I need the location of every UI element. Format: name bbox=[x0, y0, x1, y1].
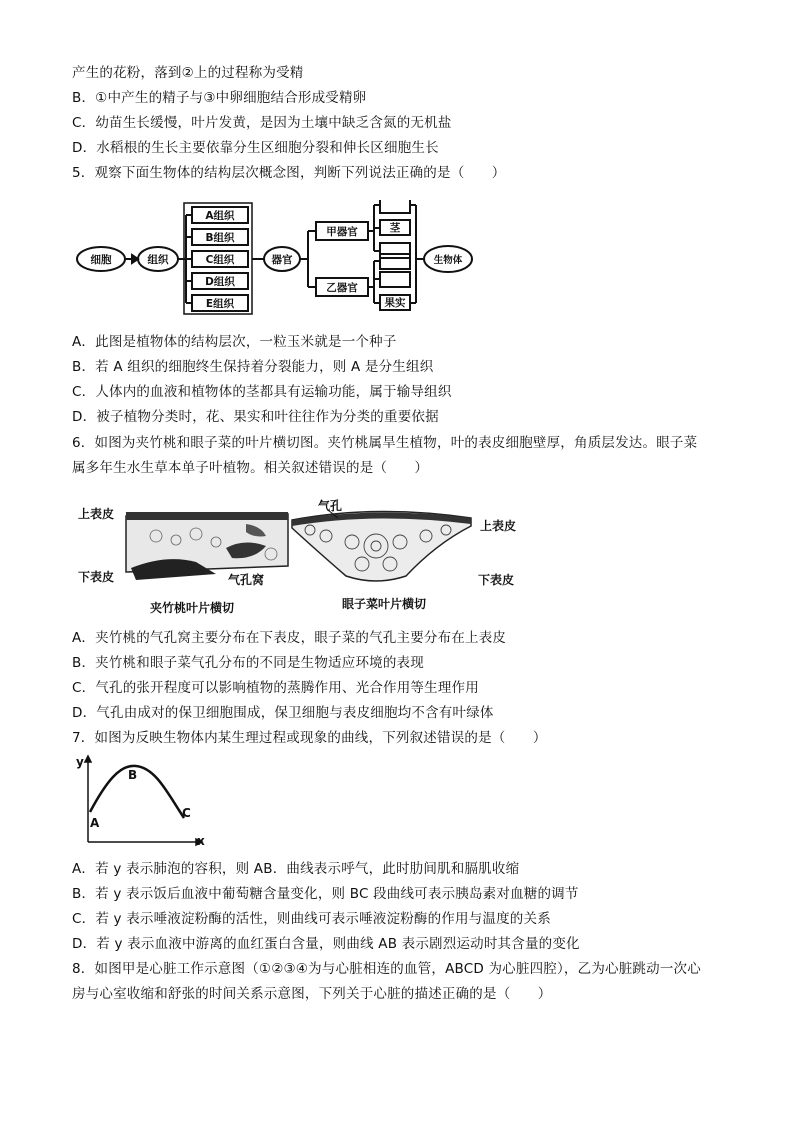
point-a-label: A bbox=[90, 816, 100, 830]
tissue-d: D组织 bbox=[205, 276, 235, 288]
label-upper-epidermis-right: 上表皮 bbox=[480, 519, 517, 533]
label-stomata: 气孔 bbox=[318, 499, 343, 513]
option-continuation: 产生的花粉，落到②上的过程称为受精 bbox=[72, 65, 304, 81]
tissue-node: 组织 bbox=[147, 254, 169, 266]
tissue-a: A组织 bbox=[205, 210, 235, 222]
axis-x-label: x bbox=[197, 834, 205, 848]
caption-oleander: 夹竹桃叶片横切 bbox=[150, 601, 235, 615]
label-stomata-pit: 气孔窝 bbox=[228, 573, 265, 587]
tissue-b: B组织 bbox=[205, 232, 235, 244]
point-c-label: C bbox=[182, 806, 191, 820]
label-lower-epidermis-right: 下表皮 bbox=[478, 573, 515, 587]
label-lower-epidermis-left: 下表皮 bbox=[78, 570, 115, 584]
organ-node: 器官 bbox=[271, 254, 293, 266]
option-d: D．水稻根的生长主要依靠分生区细胞分裂和伸长区细胞生长 bbox=[72, 140, 439, 156]
q7-option-d: D．若 y 表示血液中游离的血红蛋白含量，则曲线 AB 表示剧烈运动时其含量的变化 bbox=[72, 936, 580, 952]
q5-option-d: D．被子植物分类时，花、果实和叶往往作为分类的重要依据 bbox=[72, 409, 439, 425]
physiology-curve-figure bbox=[76, 754, 216, 854]
organ-a-item-stem: 茎 bbox=[389, 222, 401, 234]
point-b-label: B bbox=[128, 768, 138, 782]
structure-concept-map bbox=[76, 200, 476, 315]
option-b: B．①中产生的精子与③中卵细胞结合形成受精卵 bbox=[72, 90, 367, 106]
q7-option-b: B．若 y 表示饭后血液中葡萄糖含量变化，则 BC 段曲线可表示胰岛素对血糖的调节 bbox=[72, 886, 579, 902]
question-6-cont: 属多年生水生草本单子叶植物。相关叙述错误的是（ ） bbox=[72, 460, 429, 476]
question-8: 8．如图甲是心脏工作示意图（①②③④为与心脏相连的血管，ABCD 为心脏四腔），乙为心脏跳动一次心 bbox=[72, 961, 701, 977]
q6-option-b: B．夹竹桃和眼子菜气孔分布的不同是生物适应环境的表现 bbox=[72, 655, 424, 671]
organ-b: 乙器官 bbox=[326, 282, 358, 294]
question-6: 6．如图为夹竹桃和眼子菜的叶片横切图。夹竹桃属旱生植物，叶的表皮细胞壁厚，角质层发达。眼子菜 bbox=[72, 435, 698, 451]
axis-y-label: y bbox=[76, 755, 84, 769]
organ-a: 甲器官 bbox=[326, 226, 358, 238]
caption-pondweed: 眼子菜叶片横切 bbox=[342, 597, 427, 611]
q7-option-c: C．若 y 表示唾液淀粉酶的活性，则曲线可表示唾液淀粉酶的作用与温度的关系 bbox=[72, 911, 551, 927]
question-5: 5．观察下面生物体的结构层次概念图，判断下列说法正确的是（ ） bbox=[72, 165, 506, 181]
pondweed-leaf-section bbox=[292, 510, 471, 581]
q7-option-a: A．若 y 表示肺泡的容积，则 AB．曲线表示呼气，此时肋间肌和膈肌收缩 bbox=[72, 861, 520, 877]
oleander-leaf-section bbox=[126, 512, 288, 580]
q6-option-a: A．夹竹桃的气孔窝主要分布在下表皮，眼子菜的气孔主要分布在上表皮 bbox=[72, 630, 507, 646]
tissue-c: C组织 bbox=[205, 254, 235, 266]
label-upper-epidermis-left: 上表皮 bbox=[78, 507, 115, 521]
question-7: 7．如图为反映生物体内某生理过程或现象的曲线，下列叙述错误的是（ ） bbox=[72, 730, 547, 746]
q5-option-a: A．此图是植物体的结构层次，一粒玉米就是一个种子 bbox=[72, 334, 397, 350]
q5-option-b: B．若 A 组织的细胞终生保持着分裂能力，则 A 是分生组织 bbox=[72, 359, 434, 375]
option-c: C．幼苗生长缓慢，叶片发黄，是因为土壤中缺乏含氮的无机盐 bbox=[72, 115, 452, 131]
tissue-e: E组织 bbox=[205, 298, 235, 310]
question-8-cont: 房与心室收缩和舒张的时间关系示意图，下列关于心脏的描述正确的是（ ） bbox=[72, 986, 552, 1002]
q6-option-c: C．气孔的张开程度可以影响植物的蒸腾作用、光合作用等生理作用 bbox=[72, 680, 479, 696]
q5-option-c: C．人体内的血液和植物体的茎都具有运输功能，属于输导组织 bbox=[72, 384, 452, 400]
organ-b-item-fruit: 果实 bbox=[384, 297, 406, 309]
organism-node: 生物体 bbox=[433, 255, 463, 266]
q6-option-d: D．气孔由成对的保卫细胞围成，保卫细胞与表皮细胞均不含有叶绿体 bbox=[72, 705, 494, 721]
leaf-cross-section-figure bbox=[76, 496, 526, 621]
cell-node: 细胞 bbox=[90, 254, 112, 266]
